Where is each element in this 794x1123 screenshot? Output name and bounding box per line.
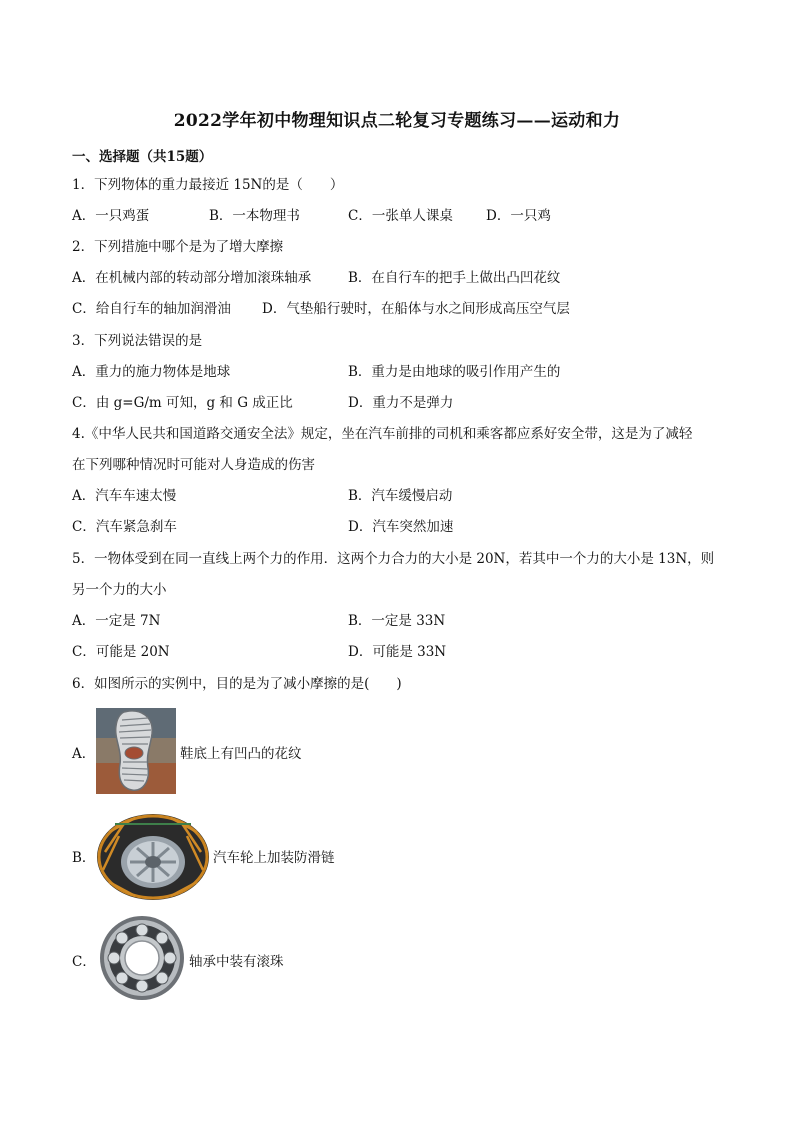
question-4-option-c[interactable]: C．汽车紧急刹车 (72, 519, 177, 535)
question-5-option-b[interactable]: B．一定是 33N (348, 613, 446, 629)
shoe-sole-photo-icon (96, 708, 176, 794)
question-2-option-d[interactable]: D．气垫船行驶时，在船体与水之间形成高压空气层 (262, 301, 570, 317)
question-4-option-b[interactable]: B．汽车缓慢启动 (348, 488, 453, 504)
question-6-option-a-text[interactable]: 鞋底上有凹凸的花纹 (180, 746, 302, 762)
question-6-option-a-letter[interactable]: A． (72, 746, 96, 762)
question-6-option-c-text[interactable]: 轴承中装有滚珠 (189, 954, 284, 970)
question-4-option-a[interactable]: A．汽车车速太慢 (72, 488, 177, 504)
question-3-stem: 3．下列说法错误的是 (72, 333, 203, 349)
question-1-option-a[interactable]: A．一只鸡蛋 (72, 208, 150, 224)
tire-chain-photo-icon (95, 812, 211, 902)
question-2-option-a[interactable]: A．在机械内部的转动部分增加滚珠轴承 (72, 270, 312, 286)
question-2-option-c[interactable]: C．给自行车的轴加润滑油 (72, 301, 231, 317)
question-4-stem-line-1: 4.《中华人民共和国道路交通安全法》规定，坐在汽车前排的司机和乘客都应系好安全带，这是为了减轻 (72, 426, 693, 442)
question-3-option-b[interactable]: B．重力是由地球的吸引作用产生的 (348, 364, 561, 380)
question-6-option-b-text[interactable]: 汽车轮上加装防滑链 (213, 850, 335, 866)
question-2-stem: 2．下列措施中哪个是为了增大摩擦 (72, 239, 284, 255)
question-3-option-a[interactable]: A．重力的施力物体是地球 (72, 364, 231, 380)
question-4-option-d[interactable]: D．汽车突然加速 (348, 519, 454, 535)
question-3-option-d[interactable]: D．重力不是弹力 (348, 395, 454, 411)
question-1-option-c[interactable]: C．一张单人课桌 (348, 208, 453, 224)
question-1-stem: 1．下列物体的重力最接近 15N的是（ ） (72, 177, 344, 193)
question-5-option-c[interactable]: C．可能是 20N (72, 644, 170, 660)
question-2-option-b[interactable]: B．在自行车的把手上做出凸凹花纹 (348, 270, 561, 286)
question-6-stem: 6．如图所示的实例中，目的是为了减小摩擦的是( ) (72, 676, 402, 692)
question-6-option-b-letter[interactable]: B． (72, 850, 96, 866)
page-title: 2022学年初中物理知识点二轮复习专题练习——运动和力 (173, 111, 621, 131)
question-5-option-a[interactable]: A．一定是 7N (72, 613, 161, 629)
question-5-stem-line-2: 另一个力的大小 (72, 582, 167, 598)
ball-bearing-photo-icon (96, 914, 186, 1002)
section-heading: 一、选择题（共15题） (72, 149, 213, 165)
question-4-stem-line-2: 在下列哪种情况时可能对人身造成的伤害 (72, 457, 315, 473)
question-1-option-d[interactable]: D．一只鸡 (486, 208, 551, 224)
question-6-option-c-letter[interactable]: C． (72, 954, 96, 970)
question-5-option-d[interactable]: D．可能是 33N (348, 644, 447, 660)
question-5-stem-line-1: 5．一物体受到在同一直线上两个力的作用．这两个力合力的大小是 20N，若其中一个力的大小是 13N，则 (72, 551, 715, 567)
question-1-option-b[interactable]: B．一本物理书 (209, 208, 300, 224)
question-3-option-c[interactable]: C．由 g=G/m 可知，g 和 G 成正比 (72, 395, 293, 411)
